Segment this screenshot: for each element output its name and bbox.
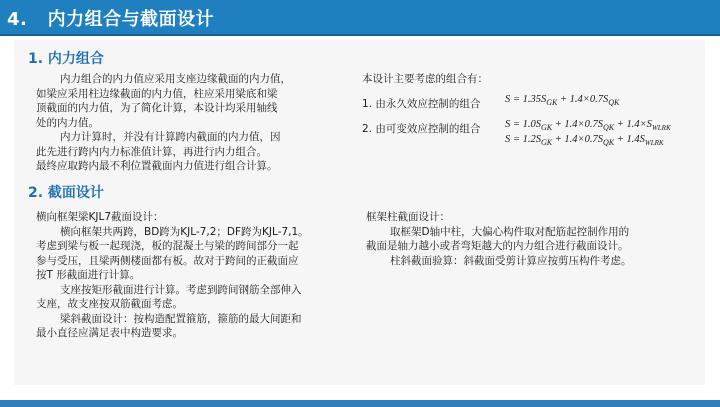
formula-text: $S = 1.35S_{GK} + 1.4\times 0.7S_{QK}$: [505, 94, 620, 108]
text-line: 柱斜截面验算：斜截面受剪计算应按剪压构件考虑。: [390, 254, 632, 267]
page-title: 4. 内力组合与截面设计: [7, 9, 215, 30]
combo1-label: 1. 由永久效应控制的组合: [362, 98, 481, 110]
section1-left-text: [36, 72, 291, 174]
text-line: 支座，故支座按双筋截面考虑。: [36, 298, 183, 310]
text-line: 按T 形截面进行计算。: [36, 269, 141, 281]
text-line: 参与受压，且梁两侧楼面都有板。故对于跨间的正截面应: [36, 254, 299, 267]
formula-text: $S = 1.2S_{GK} + 1.4\times 0.7S_{QK} + 1.4S_{WLRK}$: [505, 134, 664, 148]
combo2-label: 2. 由可变效应控制的组合: [362, 123, 481, 135]
text-line: 横向框架共两跨，BD跨为KJL-7,2；DF跨为KJL-7,1。: [60, 225, 309, 238]
footer-bar: [0, 400, 720, 407]
text-line: 此先进行跨内内力标准值计算，再进行内力组合。: [36, 145, 267, 158]
text-line: 横向框架梁KJL7截面设计：: [36, 211, 164, 223]
text-line: 顶截面的内力值，为了简化计算，本设计均采用轴线: [36, 102, 278, 114]
text-line: 取框架D轴中柱，大偏心构件取对配筋起控制作用的: [390, 225, 630, 238]
formula-text: $S = 1.0S_{GK} + 1.4\times 0.7S_{QK} + 1.4\times S_{WLRK}$: [505, 119, 671, 133]
section-heading-internal-force: 1. 内力组合: [28, 51, 104, 67]
text-line: 考虑到梁与板一起现浇，板的混凝土与梁的跨间部分一起: [36, 240, 299, 252]
text-line: 截面是轴力越小或者弯矩越大的内力组合进行截面设计。: [366, 240, 629, 252]
text-line: 支座按矩形截面进行计算。考虑到跨间钢筋全部伸入: [60, 283, 302, 296]
text-line: 梁斜截面设计：按构造配置箍筋，箍筋的最大间距和: [60, 312, 302, 325]
text-line: 内力计算时，并没有计算跨内截面的内力值，因: [60, 131, 281, 143]
combo2-formula-b: [505, 134, 664, 147]
text-line: 处的内力值。: [36, 116, 99, 129]
text-line: 最小直径应满足表中构造要求。: [36, 327, 183, 339]
text-line: 框架柱截面设计：: [366, 211, 450, 223]
combo2-formula-a: [505, 119, 671, 132]
combo1-formula: [505, 94, 619, 107]
section-heading-section-design: 2. 截面设计: [28, 185, 104, 201]
combination-intro: [362, 72, 488, 87]
section2-left-text: [36, 210, 309, 341]
text-line: 内力组合的内力值应采用支座边缘截面的内力值，: [60, 73, 291, 85]
text-line: 本设计主要考虑的组合有：: [362, 73, 488, 85]
title-bar: [0, 0, 720, 36]
text-line: 最终应取跨内最不利位置截面内力值进行组合计算。: [36, 160, 278, 172]
text-line: 如梁应采用柱边缘截面的内力值，柱应采用梁底和梁: [36, 87, 278, 100]
section2-right-text: [366, 210, 632, 268]
